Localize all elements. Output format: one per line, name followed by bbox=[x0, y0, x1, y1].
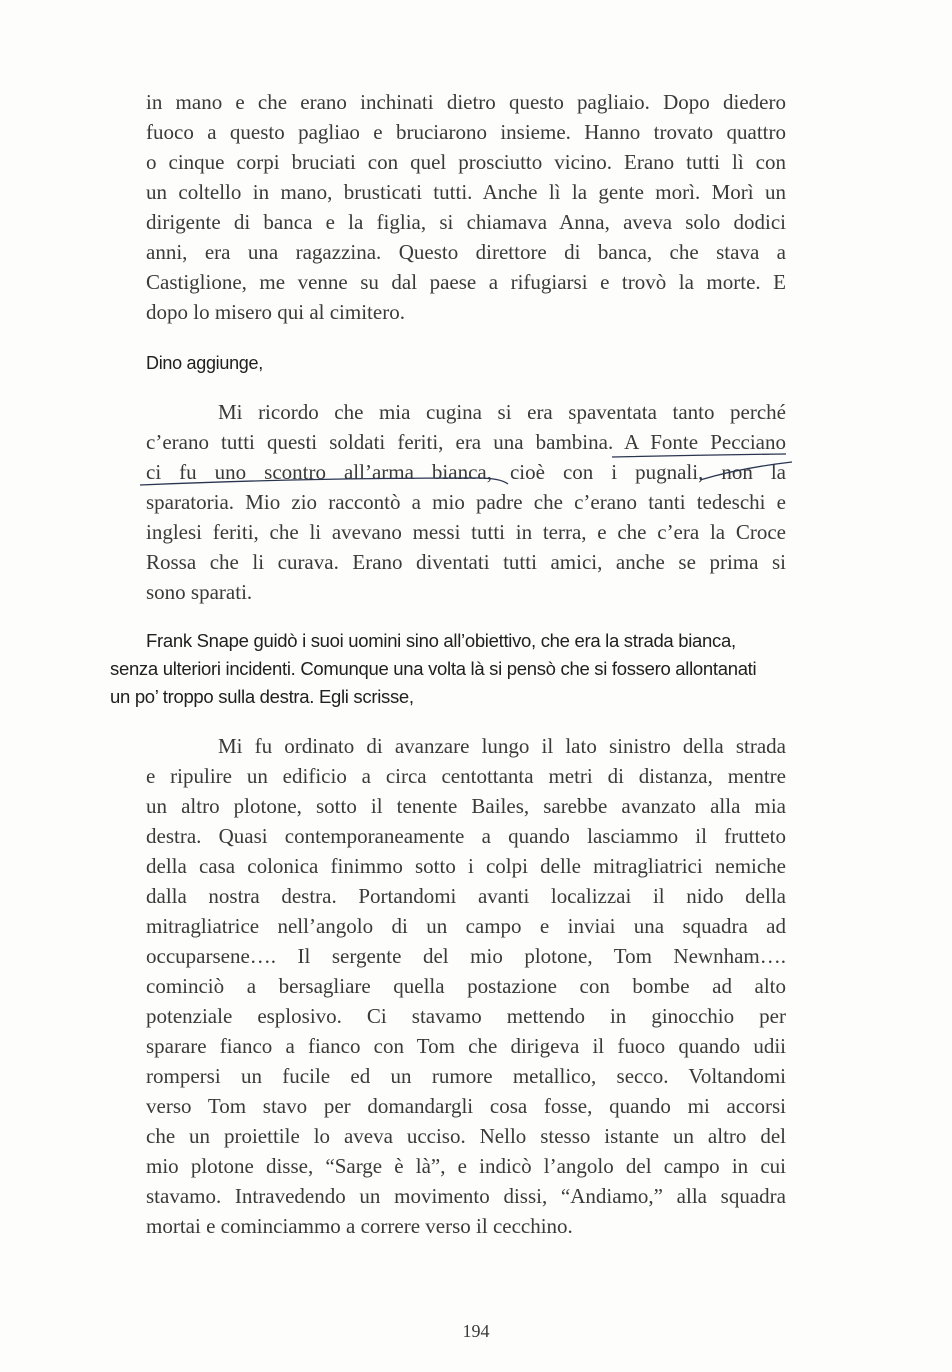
quote3-line: e ripulire un edificio a circa centottanta metri di distanza, mentre bbox=[146, 764, 786, 788]
quote2-line: inglesi feriti, che li avevano messi tutti in terra, e che c’era la Croce bbox=[146, 520, 786, 544]
quote3-line: stavamo. Intravedendo un movimento dissi, “Andiamo,” alla squadra bbox=[146, 1184, 786, 1208]
quote1-line: dirigente di banca e la figlia, si chiamava Anna, aveva solo dodici bbox=[146, 210, 786, 234]
quote3-line: un altro plotone, sotto il tenente Bailes, sarebbe avanzato alla mia bbox=[146, 794, 786, 818]
quote2-line: ci fu uno scontro all’arma bianca, cioè con i pugnali, non la bbox=[146, 460, 786, 484]
quote1-line: dopo lo misero qui al cimitero. bbox=[146, 300, 405, 324]
quote3-line: rompersi un fucile ed un rumore metallico, secco. Voltandomi bbox=[146, 1064, 786, 1088]
quote1-line: o cinque corpi bruciati con quel prosciutto vicino. Erano tutti lì con bbox=[146, 150, 786, 174]
quote3-line: cominciò a bersagliare quella postazione con bombe ad alto bbox=[146, 974, 786, 998]
quote3-line: verso Tom stavo per domandargli cosa fosse, quando mi accorsi bbox=[146, 1094, 786, 1118]
quote2-line: Rossa che li curava. Erano diventati tutti amici, anche se prima si bbox=[146, 550, 786, 574]
quote3-line: occuparsene…. Il sergente del mio plotone, Tom Newnham…. bbox=[146, 944, 786, 968]
quote3-line: sparare fianco a fianco con Tom che dirigeva il fuoco quando udii bbox=[146, 1034, 786, 1058]
quote3-line: dalla nostra destra. Portandomi avanti localizzai il nido della bbox=[146, 884, 786, 908]
quote2-line: Mi ricordo che mia cugina si era spaventata tanto perché bbox=[218, 400, 786, 424]
quote3-line: potenziale esplosivo. Ci stavamo mettendo in ginocchio per bbox=[146, 1004, 786, 1028]
quote3-line: della casa colonica finimmo sotto i colpi delle mitragliatrici nemiche bbox=[146, 854, 786, 878]
quote3-line: destra. Quasi contemporaneamente a quando lasciammo il frutteto bbox=[146, 824, 786, 848]
narrative-line: Frank Snape guidò i suoi uomini sino all’obiettivo, che era la strada bianca, bbox=[146, 630, 736, 651]
quote3-line: Mi fu ordinato di avanzare lungo il lato sinistro della strada bbox=[218, 734, 786, 758]
quote3-line: che un proiettile lo aveva ucciso. Nello stesso istante un altro del bbox=[146, 1124, 786, 1148]
quote1-line: fuoco a questo pagliao e bruciarono insieme. Hanno trovato quattro bbox=[146, 120, 786, 144]
quote1-line: Castiglione, me venne su dal paese a rifugiarsi e trovò la morte. E bbox=[146, 270, 786, 294]
quote2-line: sono sparati. bbox=[146, 580, 253, 604]
quote3-line: mortai e cominciammo a correre verso il cecchino. bbox=[146, 1214, 573, 1238]
quote1-line: anni, era una ragazzina. Questo direttore di banca, che stava a bbox=[146, 240, 786, 264]
quote2-line: sparatoria. Mio zio raccontò a mio padre che c’erano tanti tedeschi e bbox=[146, 490, 786, 514]
narrative-line: senza ulteriori incidenti. Comunque una volta là si pensò che si fossero allontanati bbox=[110, 658, 757, 679]
quote3-line: mio plotone disse, “Sarge è là”, e indicò l’angolo del campo in cui bbox=[146, 1154, 786, 1178]
quote1-line: un coltello in mano, brusticati tutti. Anche lì la gente morì. Morì un bbox=[146, 180, 786, 204]
page-number: 194 bbox=[462, 1321, 490, 1341]
quote1-line: in mano e che erano inchinati dietro questo pagliaio. Dopo diedero bbox=[146, 90, 786, 114]
quote3-line: mitragliatrice nell’angolo di un campo e inviai una squadra ad bbox=[146, 914, 786, 938]
intro-text: Dino aggiunge, bbox=[146, 353, 263, 373]
quote2-line: c’erano tutti questi soldati feriti, era una bambina. A Fonte Pecciano bbox=[146, 430, 786, 454]
narrative-line: un po’ troppo sulla destra. Egli scrisse, bbox=[110, 686, 414, 707]
